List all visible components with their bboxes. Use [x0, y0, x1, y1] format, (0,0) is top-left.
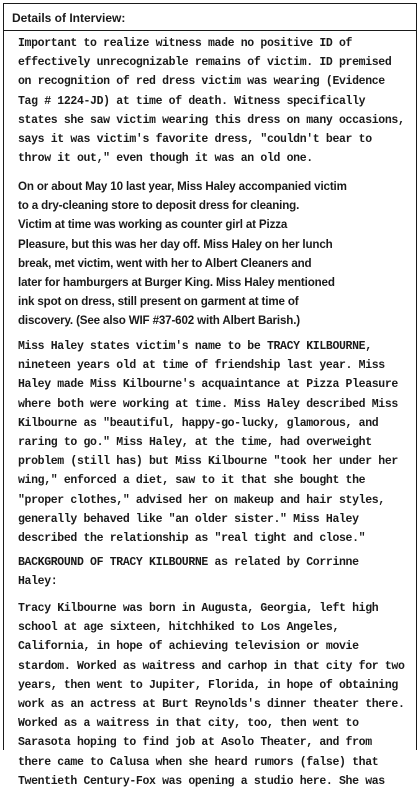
text-line: Miss Haley states victim's name to be TRACY KILBOURNE,	[18, 340, 372, 353]
text-line: work as an actress at Burt Reynolds's dinner theater there.	[18, 697, 405, 711]
paragraph-background-details	[18, 599, 416, 791]
text-line: Victim at time was working as counter girl at Pizza	[18, 218, 288, 232]
text-line: generally behaved like "an older sister." Miss Haley	[18, 512, 359, 526]
text-line: California, in hope of achieving television or movie	[18, 640, 359, 654]
text-line: there came to Calusa when she heard rumors (false) that	[18, 755, 379, 769]
text-line: on recognition of red dress victim was wearing (Evidence	[18, 75, 385, 89]
text-line: effectively unrecognizable remains of victim. ID premised	[18, 56, 392, 70]
text-line: Worked as a waitress in that city, too, then went to	[18, 717, 359, 731]
text-line: raring to go." Miss Haley, at the time, had overweight	[18, 435, 372, 449]
text-line: Haley:	[18, 575, 58, 589]
paragraph-victim-identity	[18, 337, 416, 548]
text-line: described the relationship as "real tight and close."	[18, 531, 366, 545]
text-line: later for hamburgers at Burger King. Miss Haley mentioned	[18, 275, 335, 289]
text-line: nineteen years old at time of friendship last year. Miss	[18, 359, 385, 373]
text-line: Important to realize witness made no positive ID of	[18, 37, 353, 50]
text-line: discovery. (See also WIF #37-602 with Albert Barish.)	[18, 314, 300, 328]
text-line: wing," enforced a diet, saw to it that she bought the	[18, 474, 366, 488]
text-line: school at age sixteen, hitchhiked to Los Angeles,	[18, 621, 340, 635]
text-line: On or about May 10 last year, Miss Haley accompanied victim	[18, 180, 347, 193]
text-line: states she saw victim wearing this dress on many occasions,	[18, 113, 405, 127]
text-line: break, met victim, went with her to Albert Cleaners and	[18, 256, 312, 270]
interview-body-box	[3, 30, 417, 788]
text-line: Kilbourne as "beautiful, happy-go-lucky, glamorous, and	[18, 416, 379, 430]
text-line: says it was victim's favorite dress, "couldn't bear to	[18, 132, 372, 146]
paragraph-dry-cleaning	[18, 177, 416, 331]
text-line: years, then went to Jupiter, Florida, in hope of obtaining	[18, 678, 398, 692]
text-line: Haley made Miss Kilbourne's acquaintance at Pizza Pleasure	[18, 378, 398, 392]
text-line: Sarasota hoping to find job at Asolo Theater, and from	[18, 736, 372, 750]
text-line: Pleasure, but this was her day off. Miss Haley on her lunch	[18, 237, 333, 251]
text-line: Twentieth Century-Fox was opening a studio here. She was	[18, 774, 385, 788]
text-line: throw it out," even though it was an old one.	[18, 152, 313, 166]
text-line: problem (still has) but Miss Kilbourne "took her under her	[18, 455, 398, 469]
text-line: to a dry-cleaning store to deposit dress for cleaning.	[18, 199, 300, 213]
details-header	[3, 3, 417, 31]
details-header-title: Details of Interview:	[12, 11, 126, 25]
text-line: ink spot on dress, still present on garment at time of	[18, 295, 299, 309]
text-line: Tag # 1224-JD) at time of death. Witness specifically	[18, 94, 366, 108]
text-line: stardom. Worked as waitress and carhop in that city for two	[18, 659, 405, 673]
text-line: where both were working at time. Miss Haley described Miss	[18, 397, 398, 411]
text-line: Tracy Kilbourne was born in Augusta, Georgia, left high	[18, 602, 379, 615]
paragraph-identification	[18, 34, 416, 168]
text-line: "proper clothes," advised her on makeup and hair styles,	[18, 493, 385, 507]
paragraph-background-heading	[18, 553, 416, 591]
text-line: BACKGROUND OF TRACY KILBOURNE as related by Corrinne	[18, 556, 359, 569]
